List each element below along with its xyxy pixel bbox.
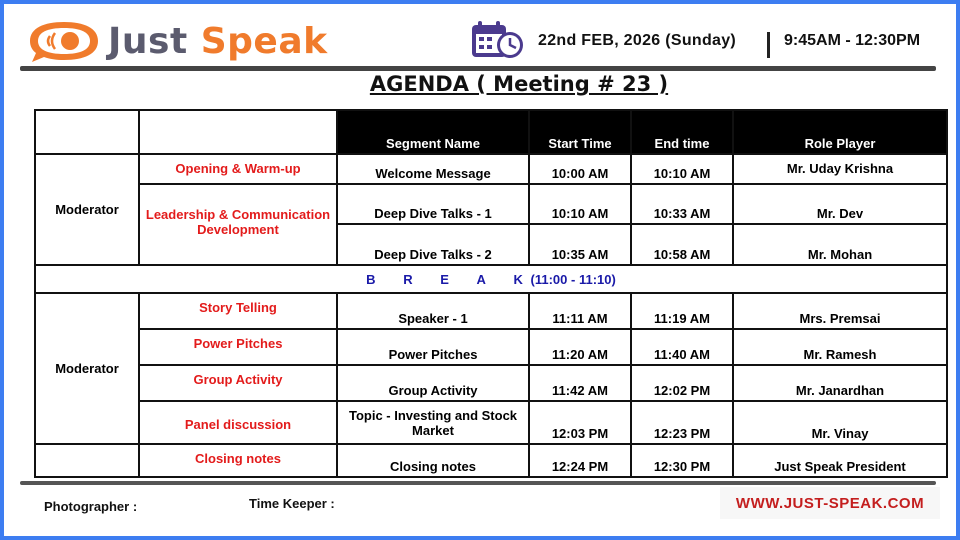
end-cell: 10:10 AM xyxy=(631,154,733,184)
role-cell: Mr. Janardhan xyxy=(733,365,947,401)
end-cell: 11:19 AM xyxy=(631,293,733,329)
role-cell: Mrs. Premsai xyxy=(733,293,947,329)
col-header-end: End time xyxy=(631,110,733,154)
break-letter: A xyxy=(476,271,486,287)
role-cell: Mr. Mohan xyxy=(733,224,947,265)
col-header-role: Role Player xyxy=(733,110,947,154)
role-cell: Mr. Uday Krishna xyxy=(733,154,947,184)
end-cell: 12:02 PM xyxy=(631,365,733,401)
break-label xyxy=(366,272,530,287)
role-cell: Mr. Dev xyxy=(733,184,947,224)
meeting-time: 9:45AM - 12:30PM xyxy=(784,32,921,49)
header-rule xyxy=(20,66,936,71)
break-row xyxy=(35,265,947,293)
footer-rule xyxy=(20,481,936,485)
website-box xyxy=(720,487,940,519)
moderator-cell: Moderator xyxy=(35,154,139,265)
meeting-date: 22nd FEB, 2026 (Sunday) xyxy=(538,32,737,49)
header-empty-cell xyxy=(35,110,139,154)
start-cell: 10:35 AM xyxy=(529,224,631,265)
segment-cell: Closing notes xyxy=(337,444,529,477)
calendar-clock-icon xyxy=(470,20,526,60)
header-divider xyxy=(767,32,770,58)
brand-name-part1: Just xyxy=(108,20,188,62)
brand-name-part2: Speak xyxy=(200,20,328,62)
col-header-segment: Segment Name xyxy=(337,110,529,154)
start-cell: 11:20 AM xyxy=(529,329,631,365)
segment-cell: Topic - Investing and Stock Market xyxy=(337,401,529,444)
segment-cell: Welcome Message xyxy=(337,154,529,184)
table-row xyxy=(35,293,947,329)
role-cell: Just Speak President xyxy=(733,444,947,477)
end-cell: 12:23 PM xyxy=(631,401,733,444)
start-cell: 10:00 AM xyxy=(529,154,631,184)
table-row xyxy=(35,184,947,224)
end-cell: 10:58 AM xyxy=(631,224,733,265)
segment-cell: Speaker - 1 xyxy=(337,293,529,329)
segment-cell: Group Activity xyxy=(337,365,529,401)
brand-name xyxy=(108,21,328,62)
break-letter: R xyxy=(403,271,413,287)
segment-cell: Power Pitches xyxy=(337,329,529,365)
category-cell: Group Activity xyxy=(139,365,337,401)
slide xyxy=(4,4,956,536)
category-cell: Closing notes xyxy=(139,444,337,477)
segment-cell: Deep Dive Talks - 1 xyxy=(337,184,529,224)
table-row xyxy=(35,401,947,444)
agenda-title: AGENDA ( Meeting # 23 ) xyxy=(369,72,669,96)
website-link[interactable]: WWW.JUST-SPEAK.COM xyxy=(735,494,925,512)
role-cell: Mr. Ramesh xyxy=(733,329,947,365)
end-cell: 10:33 AM xyxy=(631,184,733,224)
start-cell: 11:42 AM xyxy=(529,365,631,401)
speech-bubble-logo-icon xyxy=(24,18,104,64)
role-cell: Mr. Vinay xyxy=(733,401,947,444)
break-letter: B xyxy=(366,271,376,287)
segment-cell: Deep Dive Talks - 2 xyxy=(337,224,529,265)
break-letter: E xyxy=(440,271,449,287)
break-cell xyxy=(35,265,947,293)
start-cell: 12:24 PM xyxy=(529,444,631,477)
end-cell: 11:40 AM xyxy=(631,329,733,365)
empty-cell xyxy=(35,444,139,477)
category-cell: Opening & Warm-up xyxy=(139,154,337,184)
category-cell: Leadership & Communication Development xyxy=(139,184,337,265)
header-empty-cell xyxy=(139,110,337,154)
time-keeper-label: Time Keeper : xyxy=(249,496,335,511)
photographer-label: Photographer : xyxy=(44,499,138,514)
start-cell: 10:10 AM xyxy=(529,184,631,224)
table-row xyxy=(35,365,947,401)
col-header-start: Start Time xyxy=(529,110,631,154)
agenda-table xyxy=(34,109,948,478)
table-row xyxy=(35,154,947,184)
start-cell: 11:11 AM xyxy=(529,293,631,329)
end-cell: 12:30 PM xyxy=(631,444,733,477)
table-row xyxy=(35,444,947,477)
start-cell: 12:03 PM xyxy=(529,401,631,444)
break-letter: K xyxy=(513,271,523,287)
moderator-cell: Moderator xyxy=(35,293,139,444)
category-cell: Power Pitches xyxy=(139,329,337,365)
table-header-row xyxy=(35,110,947,154)
table-row xyxy=(35,329,947,365)
category-cell: Panel discussion xyxy=(139,401,337,444)
logo xyxy=(24,18,328,64)
break-time: (11:00 - 11:10) xyxy=(530,271,616,287)
category-cell: Story Telling xyxy=(139,293,337,329)
